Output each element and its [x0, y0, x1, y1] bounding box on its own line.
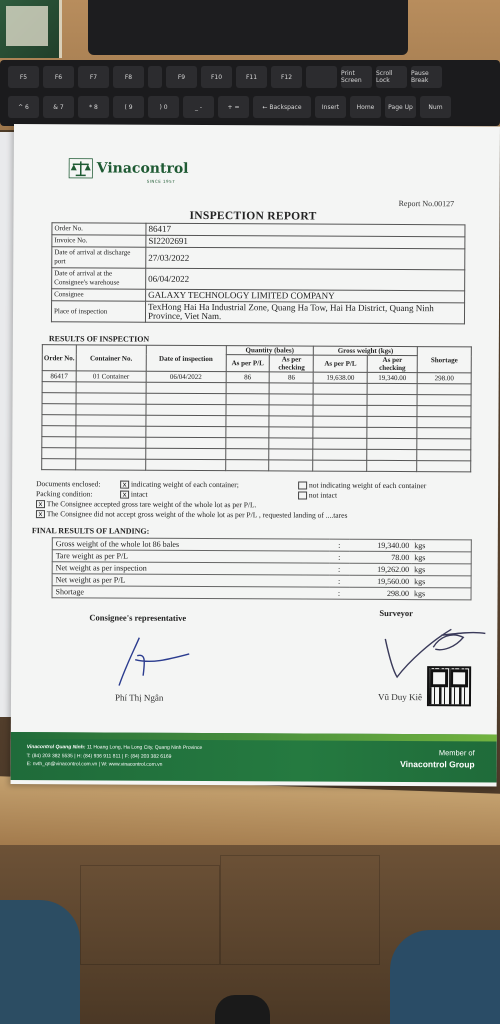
final-amount: 298.00 [349, 587, 411, 599]
consignee-signature [111, 630, 201, 690]
footer-group: Vinacontrol Group [400, 759, 475, 770]
floor-tile [80, 865, 220, 965]
cell-shortage: 298.00 [417, 373, 471, 384]
key: Page Up [385, 96, 416, 118]
final-amount: 19,340.00 [349, 539, 411, 551]
footer-phones: T: (84) 203 382 5535 | H: (84) 936 911 811 | F: (84) 203 382 6169 [26, 753, 172, 760]
scale-logo-icon [69, 158, 93, 178]
col-shortage: Shortage [417, 347, 471, 373]
results-table [41, 344, 472, 472]
report-number: Report No.00127 [398, 199, 455, 209]
key: _ - [183, 96, 214, 118]
info-value: GALAXY TECHNOLOGY LIMITED COMPANY [146, 289, 465, 303]
checkbox-checked-icon: x [120, 481, 129, 489]
cell-gw-pl: 19,638.00 [313, 372, 367, 383]
final-label: Net weight as per P/L [52, 574, 329, 587]
key: ^ 6 [8, 96, 39, 118]
final-unit: kgs [411, 576, 471, 588]
documents-section [36, 479, 476, 521]
documents-enclosed-label: Documents enclosed: [36, 479, 101, 489]
results-header-row [42, 345, 471, 356]
key: Pause Break [411, 66, 442, 88]
final-colon: : [329, 539, 349, 551]
final-row [52, 586, 471, 600]
green-binder [0, 0, 62, 58]
packing-unchecked: not intact [308, 490, 338, 500]
person-leg-left [0, 900, 80, 1024]
info-value: 27/03/2022 [146, 247, 465, 270]
cell-order-no: 86417 [42, 371, 76, 382]
packing-checked: intact [130, 489, 148, 499]
key: F12 [271, 66, 302, 88]
results-empty-row [42, 459, 471, 472]
docs-unchecked-group [298, 480, 426, 490]
key [306, 66, 337, 88]
consignee-accept-text: The Consignee accepted gross tare weight of the whole lot as per P/L. [46, 499, 257, 510]
packing-condition-label: Packing condition: [36, 489, 93, 499]
document-footer [11, 732, 497, 783]
key: F7 [78, 66, 109, 88]
final-label: Net weight as per inspection [52, 562, 329, 575]
consignee-rep-name: Phí Thị Ngân [114, 692, 164, 703]
report-title: INSPECTION REPORT [189, 209, 317, 223]
key: Insert [315, 96, 346, 118]
qr-code-icon [427, 666, 471, 706]
info-row [51, 301, 464, 324]
cell-qty-pl: 86 [226, 372, 270, 383]
documents-enclosed-unchecked: not indicating weight of each container [308, 480, 427, 491]
footer-office: Vinacontrol Quang Ninh: [26, 744, 86, 751]
final-amount: 19,262.00 [349, 563, 411, 575]
col-quantity: Quantity (bales) [226, 346, 314, 355]
col-container-no: Container No. [76, 345, 146, 371]
final-amount: 78.00 [349, 551, 411, 563]
docs-checked-group [120, 480, 239, 490]
key: * 8 [78, 96, 109, 118]
surveyor-name: Vũ Duy Kiê [377, 691, 423, 703]
keyboard-function-row [8, 66, 442, 90]
final-colon: : [329, 563, 349, 575]
key: F8 [113, 66, 144, 88]
cell-date: 06/04/2022 [146, 371, 226, 382]
key: F11 [236, 66, 267, 88]
final-label: Tare weight as per P/L [52, 550, 329, 563]
final-colon: : [329, 575, 349, 587]
final-label: Gross weight of the whole lot 86 bales [52, 538, 329, 551]
info-label: Consignee [52, 289, 146, 301]
key: F9 [166, 66, 197, 88]
checkbox-empty-icon [298, 492, 307, 500]
packing-checked-group [120, 490, 148, 499]
keyboard [0, 60, 500, 126]
key-gap [148, 66, 162, 88]
logo-text: Vinacontrol [96, 160, 189, 177]
footer-address-line [27, 744, 203, 751]
keyboard-number-row [8, 96, 451, 120]
results-title: RESULTS OF INSPECTION [48, 334, 150, 344]
footer-contacts: E: nvth_qn@vinacontrol.com.vn | W: www.vinacontrol.com.vn [26, 761, 163, 768]
final-label: Shortage [52, 586, 329, 599]
consignee-reject-line [36, 509, 476, 521]
info-label: Place of inspection [51, 301, 145, 322]
info-value: SI2202691 [146, 235, 465, 249]
checkbox-empty-icon [298, 482, 307, 490]
cell-container-no: 01 Container [76, 371, 146, 382]
key: ) 0 [148, 96, 179, 118]
documents-enclosed-checked: indicating weight of each container; [130, 479, 239, 490]
consignee-reject-text: The Consignee did not accept gross weight of the whole lot as per P/L , requested landing of ....tares [46, 509, 348, 520]
logo-since: SINCE 1957 [146, 178, 176, 184]
footer-member-of: Member of [438, 748, 475, 758]
key: + = [218, 96, 249, 118]
final-colon: : [329, 551, 349, 563]
monitor-base [88, 0, 408, 55]
cell-qty-checking: 86 [270, 372, 314, 383]
col-date: Date of inspection [146, 345, 226, 371]
final-results-title: FINAL RESULTS OF LANDING: [31, 526, 150, 536]
surveyor-label: Surveyor [379, 607, 414, 619]
info-row [52, 247, 465, 270]
col-gw-checking: As per checking [367, 355, 417, 372]
col-qty-pl: As per P/L [226, 355, 270, 372]
info-label: Invoice No. [52, 235, 146, 247]
inspection-report-document [11, 124, 500, 787]
col-order-no: Order No. [42, 345, 76, 371]
order-info-table [51, 222, 466, 324]
shoe [215, 995, 270, 1024]
key: Home [350, 96, 381, 118]
key: Num [420, 96, 451, 118]
info-value: 06/04/2022 [146, 268, 465, 291]
final-unit: kgs [411, 540, 471, 552]
checkbox-checked-icon: x [36, 510, 45, 518]
checkbox-checked-icon: x [120, 491, 129, 499]
key: & 7 [43, 96, 74, 118]
final-unit: kgs [411, 552, 471, 564]
footer-stripe [11, 732, 497, 742]
packing-unchecked-group [298, 490, 337, 499]
final-unit: kgs [411, 588, 471, 600]
final-amount: 19,560.00 [349, 575, 411, 587]
cell-gw-checking: 19,340.00 [367, 372, 417, 383]
key: Print Screen [341, 66, 372, 88]
col-gross-weight: Gross weight (kgs) [314, 346, 418, 356]
person-leg-right [390, 930, 500, 1024]
info-value: 86417 [146, 223, 465, 237]
info-label: Date of arrival at discharge port [52, 247, 146, 268]
key: ( 9 [113, 96, 144, 118]
footer-address: 11 Hoang Long, Ha Long City, Quang Ninh Province [86, 744, 203, 751]
final-results-table [52, 537, 472, 600]
checkbox-checked-icon: x [36, 500, 45, 508]
info-label: Date of arrival at the Consignee's warehouse [52, 268, 146, 289]
vinacontrol-logo [69, 158, 189, 179]
floor-tile [220, 855, 380, 965]
consignee-rep-label: Consignee's representative [89, 612, 187, 623]
key: F6 [43, 66, 74, 88]
col-qty-checking: As per checking [270, 355, 314, 372]
final-colon: : [329, 587, 349, 599]
key: F10 [201, 66, 232, 88]
key: F5 [8, 66, 39, 88]
info-label: Order No. [52, 223, 146, 235]
key: ← Backspace [253, 96, 311, 118]
info-value: TexHong Hai Ha Industrial Zone, Quang Ha Tow, Hai Ha District, Quang Ninh Province, Viet Nam. [145, 301, 464, 324]
final-unit: kgs [411, 564, 471, 576]
key: Scroll Lock [376, 66, 407, 88]
info-row [52, 268, 465, 291]
col-gw-pl: As per P/L [313, 355, 367, 372]
